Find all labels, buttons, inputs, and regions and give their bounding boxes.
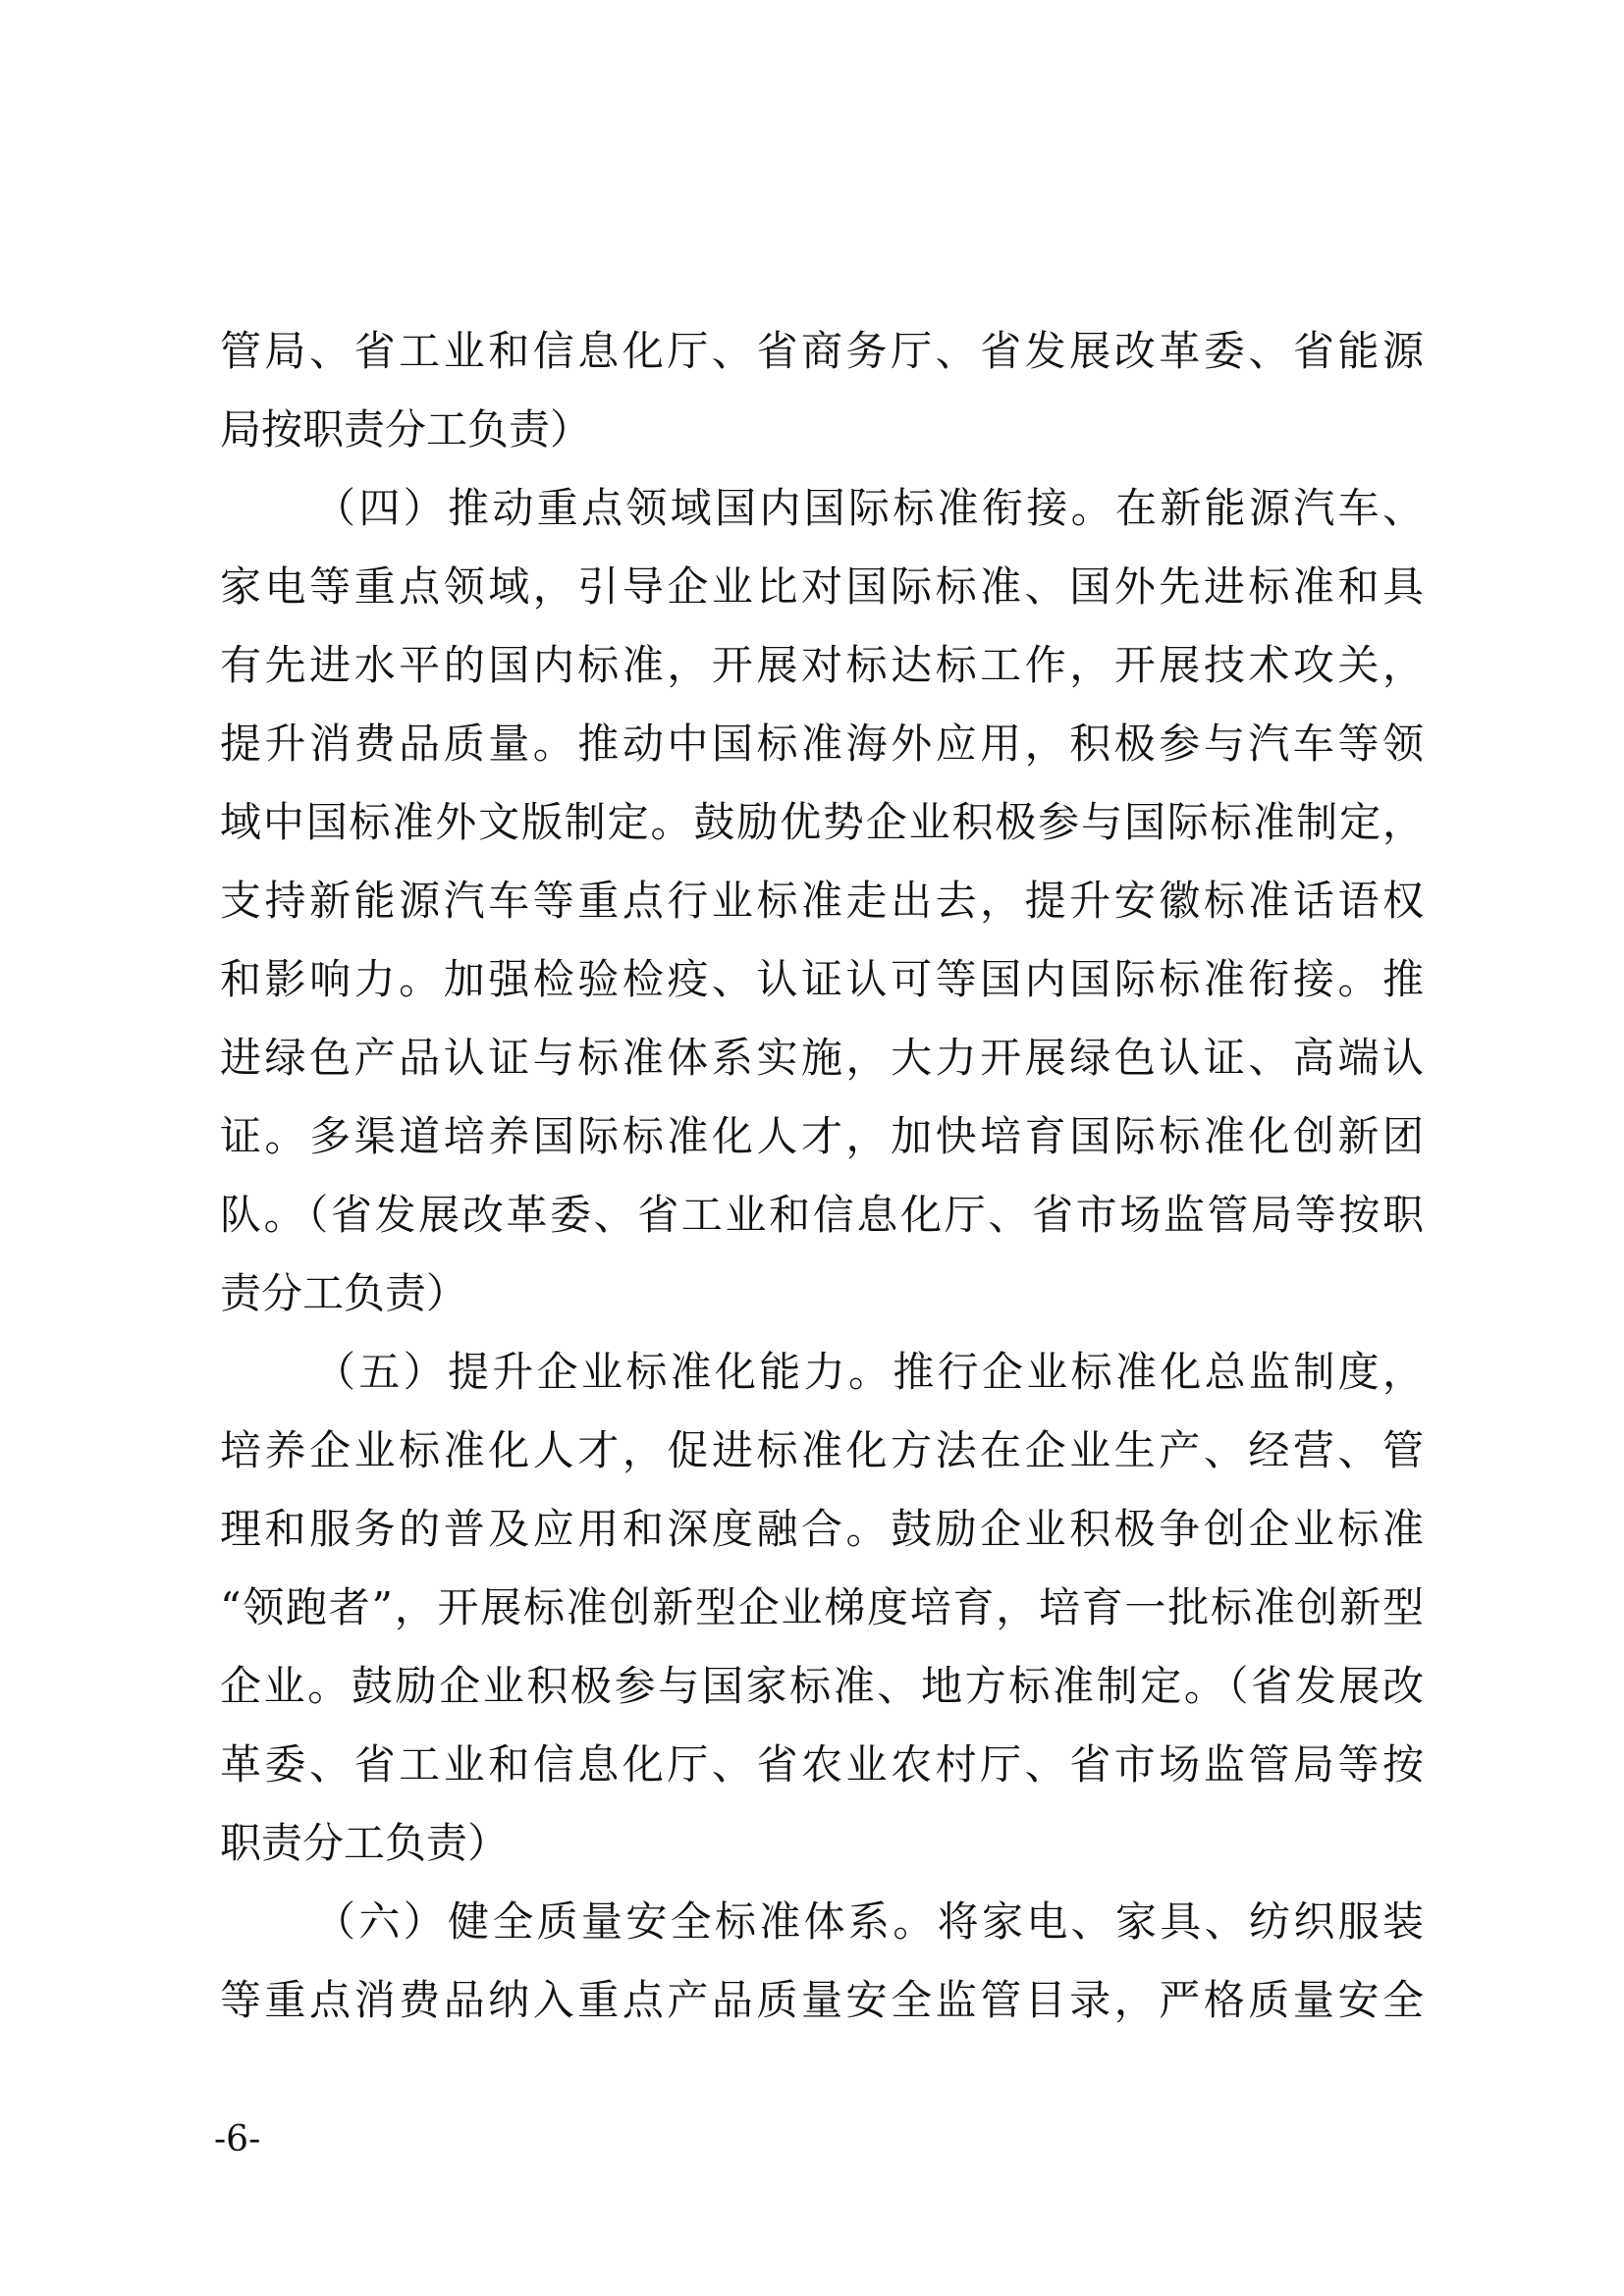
- text-line: 有先进水平的国内标准，开展对标达标工作，开展技术攻关，: [220, 641, 1424, 689]
- text-line: 责分工负责）: [220, 1269, 468, 1317]
- text-line: 队。（省发展改革委、省工业和信息化厅、省市场监管局等按职: [220, 1191, 1424, 1239]
- section-heading-line: （五）提升企业标准化能力。推行企业标准化总监制度，: [314, 1348, 1424, 1396]
- text-line: “领跑者”，开展标准创新型企业梯度培育，培育一批标准创新型: [220, 1583, 1424, 1631]
- text-line: 证。多渠道培养国际标准化人才，加快培育国际标准化创新团: [220, 1112, 1424, 1160]
- text-line: 职责分工负责）: [220, 1819, 510, 1867]
- text-line: 提升消费品质量。推动中国标准海外应用，积极参与汽车等领: [220, 720, 1424, 768]
- text-line: 理和服务的普及应用和深度融合。鼓励企业积极争创企业标准: [220, 1505, 1424, 1553]
- text-line: 和影响力。加强检验检疫、认证认可等国内国际标准衔接。推: [220, 955, 1424, 1003]
- text-line: 企业。鼓励企业积极参与国家标准、地方标准制定。（省发展改: [220, 1662, 1424, 1710]
- section-heading-line: （六）健全质量安全标准体系。将家电、家具、纺织服装: [314, 1897, 1424, 1946]
- page-number: -6-: [214, 2119, 261, 2160]
- text-line: 管局、省工业和信息化厅、省商务厅、省发展改革委、省能源: [220, 327, 1424, 375]
- body-text: [220, 312, 1424, 2040]
- text-line: 家电等重点领域，引导企业比对国际标准、国外先进标准和具: [220, 562, 1424, 611]
- text-line: 支持新能源汽车等重点行业标准走出去，提升安徽标准话语权: [220, 877, 1424, 925]
- text-line: 局按职责分工负责）: [220, 405, 592, 454]
- text-line: 培养企业标准化人才，促进标准化方法在企业生产、经营、管: [220, 1426, 1424, 1474]
- text-line: 革委、省工业和信息化厅、省农业农村厅、省市场监管局等按: [220, 1740, 1424, 1789]
- text-line: 域中国标准外文版制定。鼓励优势企业积极参与国际标准制定，: [220, 798, 1424, 846]
- text-line: 进绿色产品认证与标准体系实施，大力开展绿色认证、高端认: [220, 1034, 1424, 1082]
- text-line: 等重点消费品纳入重点产品质量安全监管目录，严格质量安全: [220, 1976, 1424, 2024]
- section-heading-line: （四）推动重点领域国内国际标准衔接。在新能源汽车、: [314, 484, 1424, 532]
